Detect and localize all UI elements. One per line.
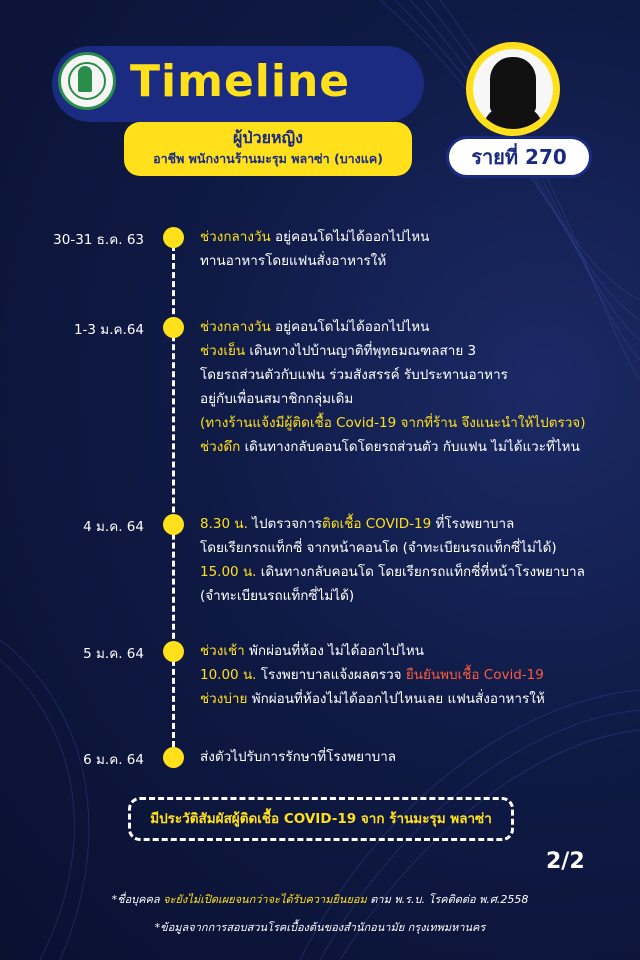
- timeline-event-line: [200, 585, 354, 607]
- timeline-event-text: (จำทะเบียนรถแท็กซี่ไม่ได้): [200, 588, 355, 604]
- timeline-date: 6 ม.ค. 64: [83, 752, 144, 768]
- timeline-event-line: [200, 664, 544, 686]
- timeline-event-text: ช่วงเย็น: [200, 343, 246, 359]
- timeline-dot: [163, 227, 184, 248]
- timeline-event-text: 15.00 น.: [200, 564, 257, 580]
- timeline-dashed-line: [172, 236, 175, 756]
- bangkok-seal-logo-icon: [58, 52, 116, 110]
- timeline-event-text: อยู่กับเพื่อนสมาชิกกลุ่มเดิม: [200, 391, 354, 407]
- timeline-date: 4 ม.ค. 64: [83, 519, 144, 535]
- timeline-event-text: พักผ่อนที่ห้อง ไม่ได้ออกไปไหน: [244, 643, 425, 659]
- timeline-event-text: 10.00 น.: [200, 667, 257, 683]
- timeline-event-line: [200, 412, 586, 434]
- timeline-dot: [163, 641, 184, 662]
- timeline-event-line: [200, 364, 508, 386]
- contact-history-note: มีประวัติสัมผัสผู้ติดเชื้อ COVID-19 จาก ร้านมะรุม พลาซ่า: [128, 797, 514, 841]
- patient-info-box: [124, 122, 412, 176]
- timeline-dot: [163, 747, 184, 768]
- timeline-dot: [163, 317, 184, 338]
- timeline-date: 1-3 ม.ค.64: [73, 322, 144, 338]
- timeline-event-text: ยืนยันพบเชื้อ Covid-19: [405, 667, 544, 683]
- timeline-event-line: [200, 513, 514, 535]
- timeline-event-text: 8.30 น.: [200, 516, 248, 532]
- timeline-event-text: ช่วงดึก: [200, 439, 241, 455]
- case-number-badge: รายที่ 270: [446, 136, 592, 178]
- timeline-event-text: โรงพยาบาลแจ้งผลตรวจ: [256, 667, 406, 683]
- timeline-event-line: [200, 226, 429, 248]
- timeline-event-line: [200, 561, 585, 583]
- timeline-event-text: ช่วงกลางวัน: [200, 229, 271, 245]
- timeline-event-text: ที่โรงพยาบาล: [431, 516, 515, 532]
- timeline-event-line: [200, 688, 545, 710]
- page-number: 2/2: [546, 849, 585, 874]
- woman-silhouette-avatar-icon: [466, 42, 560, 136]
- patient-gender: ผู้ป่วยหญิง: [233, 128, 303, 147]
- timeline-event-text: เดินทางกลับคอนโด โดยเรียกรถแท็กซี่ที่หน้าโรงพยาบาล: [256, 564, 585, 580]
- privacy-footnote-highlight: จะยังไม่เปิดเผยจนกว่าจะได้รับความยินยอม: [163, 893, 367, 906]
- timeline-event-text: โดยรถส่วนตัวกับแฟน ร่วมสังสรรค์ รับประทานอาหาร: [200, 367, 508, 383]
- timeline-event-text: ติดเชื้อ COVID-19: [322, 516, 432, 532]
- timeline-event-text: ช่วงกลางวัน: [200, 319, 271, 335]
- timeline-event-line: [200, 388, 353, 410]
- privacy-footnote-suffix: ตาม พ.ร.บ. โรคติดต่อ พ.ศ.2558: [366, 893, 529, 906]
- source-footnote: *ข้อมูลจากการสอบสวนโรคเบื้องต้นของสำนักอนามัย กรุงเทพมหานคร: [154, 921, 486, 934]
- timeline-event-text: ทานอาหารโดยแฟนสั่งอาหารให้: [200, 253, 387, 269]
- timeline-date: 5 ม.ค. 64: [83, 646, 144, 662]
- timeline-event-text: (ทางร้านแจ้งมีผู้ติดเชื้อ Covid-19 จากที่ร้าน จึงแนะนำให้ไปตรวจ): [200, 415, 586, 431]
- privacy-footnote: [0, 890, 640, 908]
- timeline-date: 30-31 ธ.ค. 63: [53, 232, 144, 248]
- page-title: Timeline: [130, 56, 351, 107]
- timeline-event-text: ส่งตัวไปรับการรักษาที่โรงพยาบาล: [200, 749, 397, 765]
- timeline-event-line: [200, 537, 557, 559]
- timeline-event-text: โดยเรียกรถแท็กซี่ จากหน้าคอนโด (จำทะเบียนรถแท็กซี่ไม่ได้): [200, 540, 557, 556]
- timeline-event-text: อยู่คอนโดไม่ได้ออกไปไหน: [270, 319, 430, 335]
- timeline-event-line: [200, 436, 580, 458]
- timeline-event-text: ช่วงบ่าย: [200, 691, 248, 707]
- timeline-event-line: [200, 340, 476, 362]
- patient-occupation: อาชีพ พนักงานร้านมะรุม พลาซ่า (บางแค): [153, 151, 383, 166]
- timeline-dot: [163, 514, 184, 535]
- timeline-event-text: เดินทางกลับคอนโดโดยรถส่วนตัว กับแฟน ไม่ได้แวะที่ไหน: [240, 439, 580, 455]
- timeline-event-text: พักผ่อนที่ห้องไม่ได้ออกไปไหนเลย แฟนสั่งอาหารให้: [247, 691, 545, 707]
- privacy-footnote-prefix: *ชื่อบุคคล: [111, 893, 164, 906]
- timeline-event-line: [200, 250, 386, 272]
- timeline-event-text: เดินทางไปบ้านญาติที่พุทธมณฑลสาย 3: [245, 343, 477, 359]
- timeline-event-line: [200, 746, 396, 768]
- timeline-event-text: ไปตรวจการ: [247, 516, 323, 532]
- timeline-event-text: อยู่คอนโดไม่ได้ออกไปไหน: [270, 229, 430, 245]
- timeline-event-line: [200, 640, 424, 662]
- timeline-event-text: ช่วงเช้า: [200, 643, 245, 659]
- timeline-event-line: [200, 316, 429, 338]
